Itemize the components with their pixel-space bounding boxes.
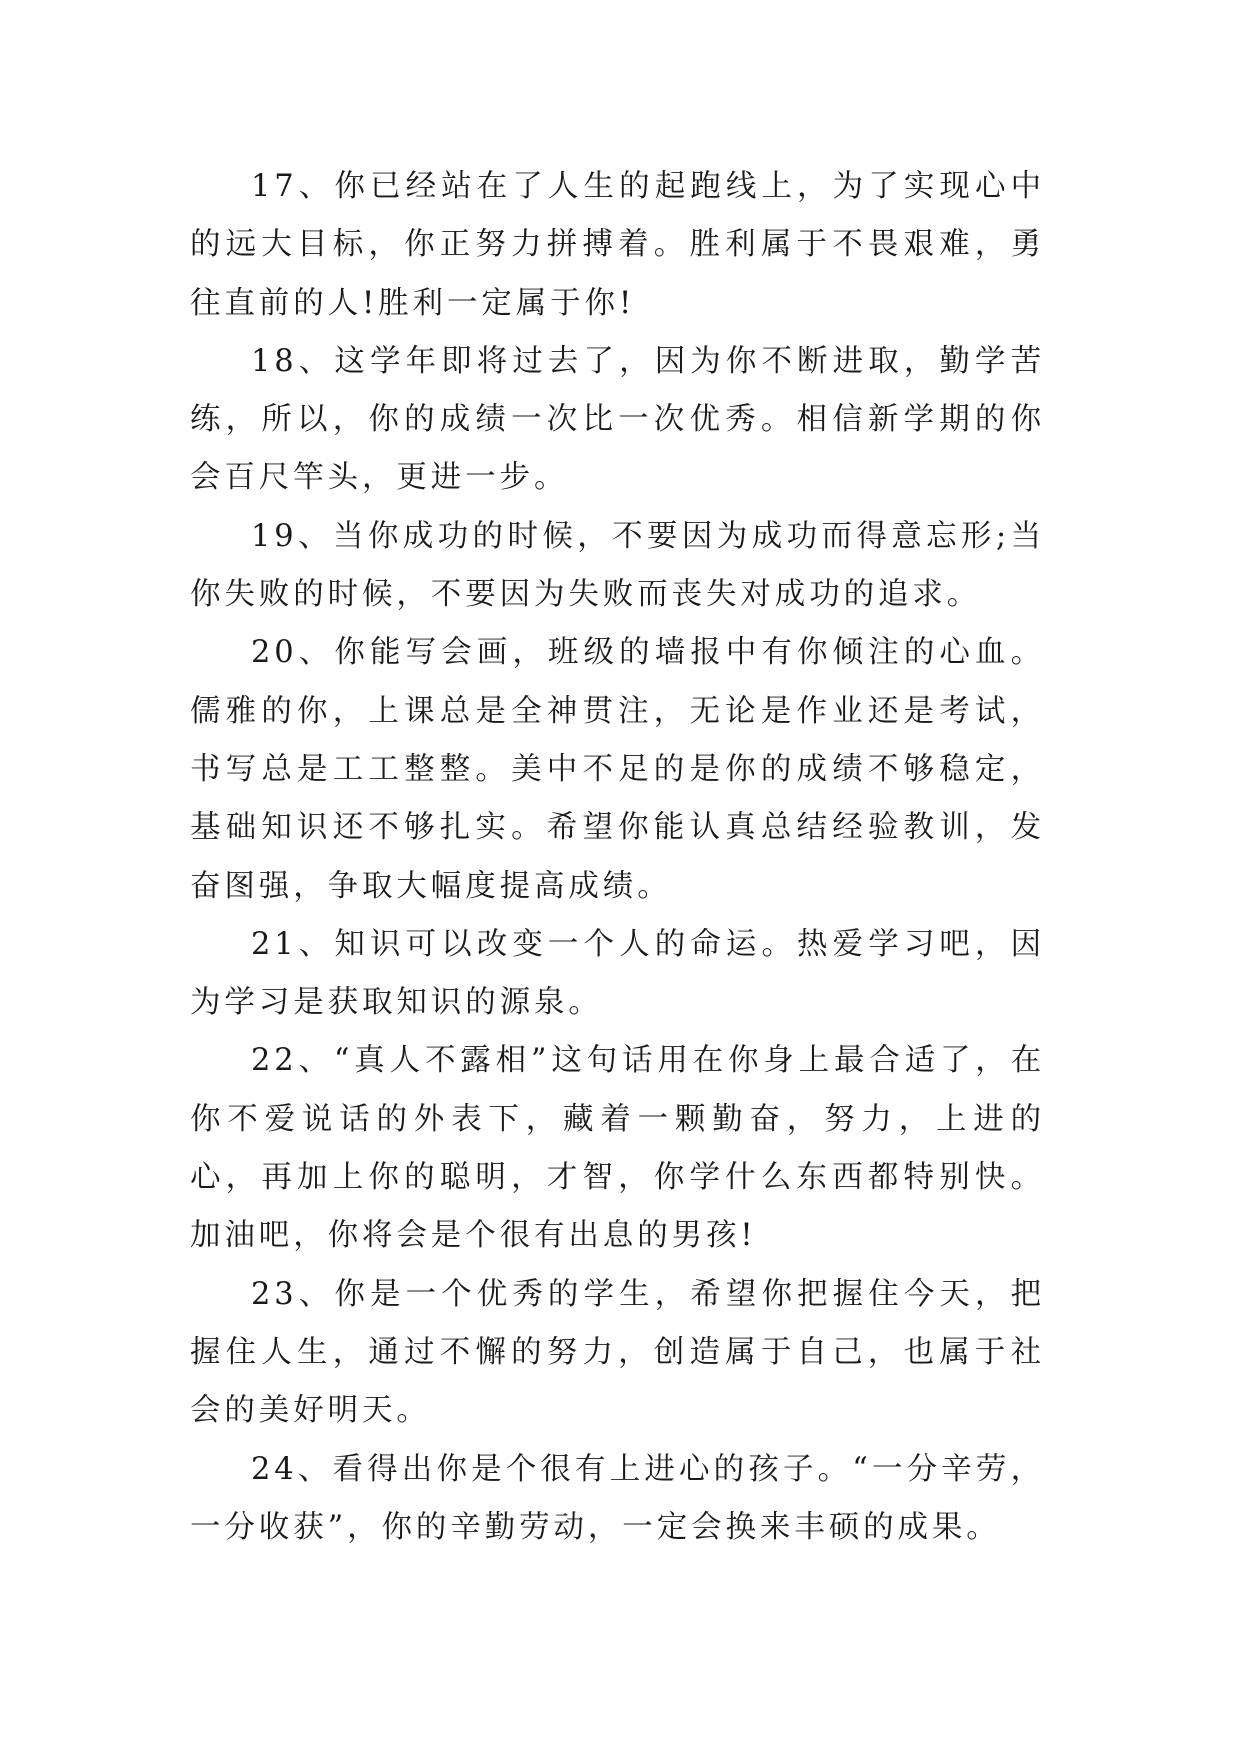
paragraph-24: 24、看得出你是个很有上进心的孩子。“一分辛劳，一分收获”，你的辛勤劳动，一定会换来丰硕的成果。 [190,1451,1045,1545]
paragraph-19: 19、当你成功的时候，不要因为成功而得意忘形;当你失败的时候，不要因为失败而丧失对成功的追求。 [190,518,1045,613]
paragraph-17: 17、你已经站在了人生的起跑线上，为了实现心中的远大目标，你正努力拼搏着。胜利属于不畏艰难，勇往直前的人!胜利一定属于你! [190,169,1045,321]
document-body [190,158,1045,1557]
paragraph-23: 23、你是一个优秀的学生，希望你把握住今天，把握住人生，通过不懈的努力，创造属于自己，也属于社会的美好明天。 [190,1276,1045,1429]
paragraph-22: 22、“真人不露相”这句话用在你身上最合适了，在你不爱说话的外表下，藏着一颗勤奋，努力，上进的心，再加上你的聪明，才智，你学什么东西都特别快。加油吧，你将会是个很有出息的男孩! [190,1043,1045,1254]
paragraph-18: 18、这学年即将过去了，因为你不断进取，勤学苦练，所以，你的成绩一次比一次优秀。相信新学期的你会百尺竿头，更进一步。 [190,343,1045,496]
paragraph-21: 21、知识可以改变一个人的命运。热爱学习吧，因为学习是获取知识的源泉。 [190,926,1045,1021]
paragraph-20: 20、你能写会画，班级的墙报中有你倾注的心血。儒雅的你，上课总是全神贯注，无论是作业还是考试，书写总是工工整整。美中不足的是你的成绩不够稳定，基础知识还不够扎实。希望你能认真总结经验教训，发奋图强，争取大幅度提高成绩。 [190,635,1045,904]
